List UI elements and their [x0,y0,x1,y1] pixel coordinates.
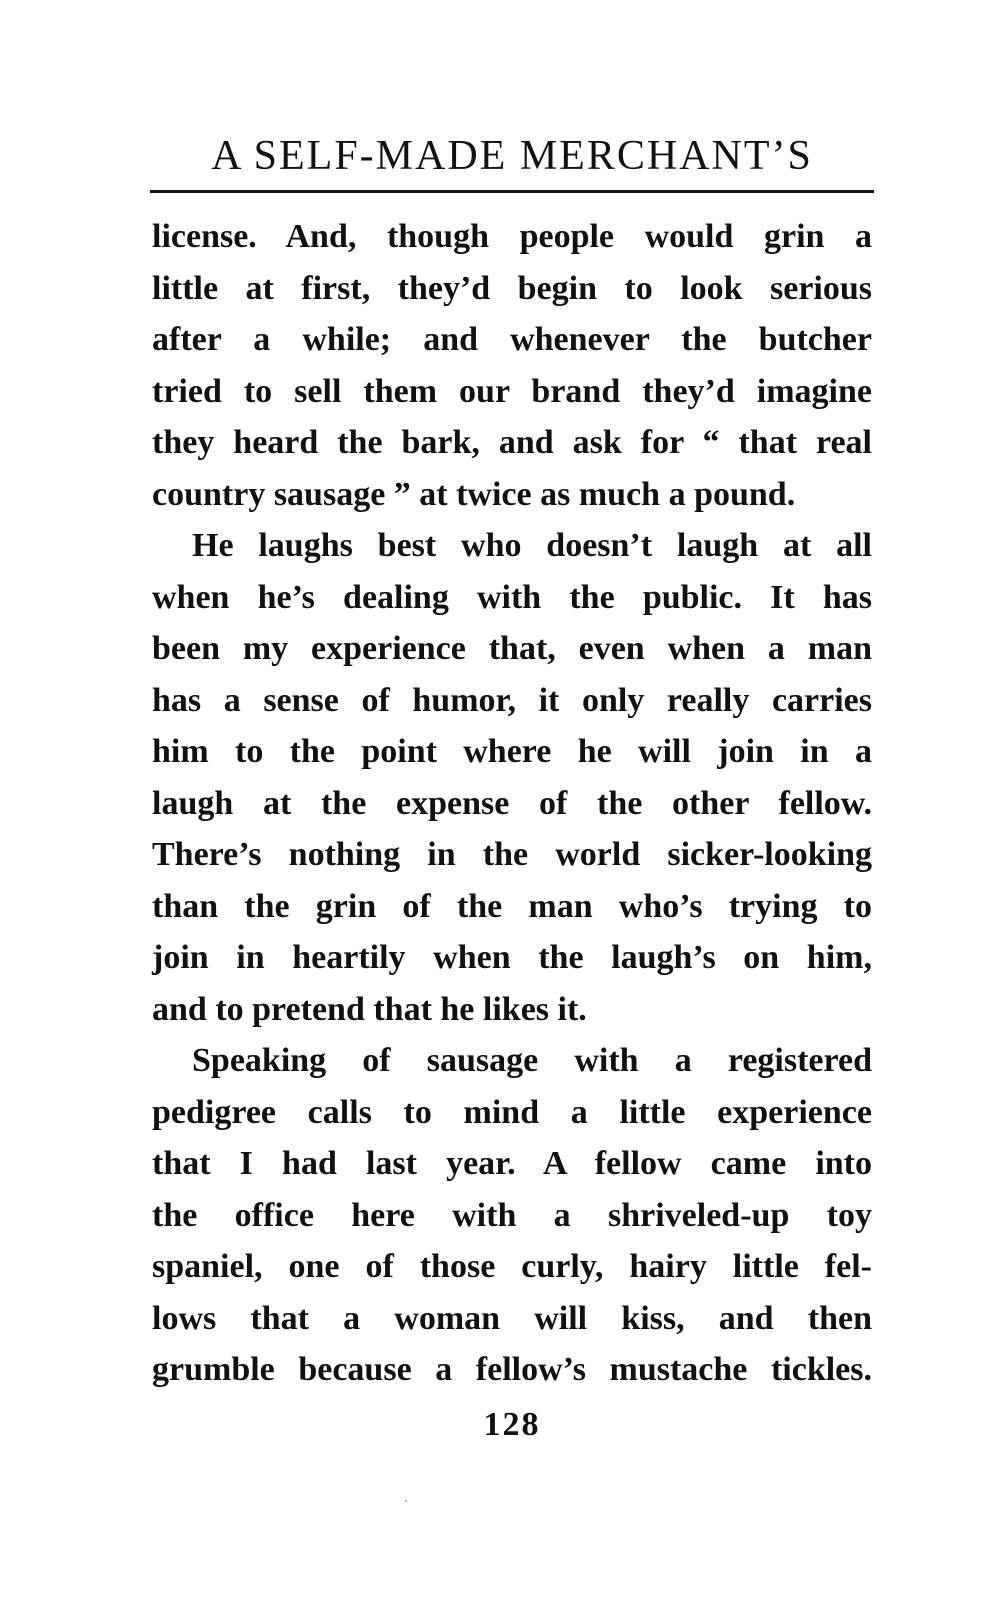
paper-speck [405,1500,407,1502]
text-line: they heard the bark, and ask for “ that real [152,424,872,461]
text-line: been my experience that, even when a man [152,630,872,667]
text-line: pedigree calls to mind a little experience [152,1093,872,1131]
text-line: that I had last year. A fellow came into [152,1145,872,1182]
running-head: A SELF-MADE MERCHANT’S [211,133,813,179]
text-line: country sausage ” at twice as much a pound. [152,475,796,513]
body-text [152,211,872,1396]
text-line: than the grin of the man who’s trying to [152,887,872,925]
text-line: He laughs best who doesn’t laugh at all [192,527,872,564]
text-line: There’s nothing in the world sicker-looking [152,836,872,873]
text-line: him to the point where he will join in a [152,733,872,770]
text-line: the office here with a shriveled-up toy [152,1196,872,1234]
text-line: laugh at the expense of the other fellow. [152,784,872,822]
text-line: lows that a woman will kiss, and then [152,1299,872,1337]
text-line: after a while; and whenever the butcher [152,321,872,358]
text-line: tried to sell them our brand they’d imagine [152,372,872,410]
text-line: when he’s dealing with the public. It has [152,578,872,616]
text-line: grumble because a fellow’s mustache tickles. [152,1351,872,1388]
text-line: has a sense of humor, it only really carries [152,681,872,719]
text-line: Speaking of sausage with a registered [192,1042,872,1079]
text-line: little at first, they’d begin to look serious [152,269,872,307]
text-line: license. And, though people would grin a [152,218,872,255]
text-line: and to pretend that he likes it. [152,990,587,1028]
header-rule [150,190,874,193]
text-line: spaniel, one of those curly, hairy little fel- [152,1248,872,1285]
page-number: 128 [483,1406,541,1443]
text-line: join in heartily when the laugh’s on him, [152,939,872,976]
